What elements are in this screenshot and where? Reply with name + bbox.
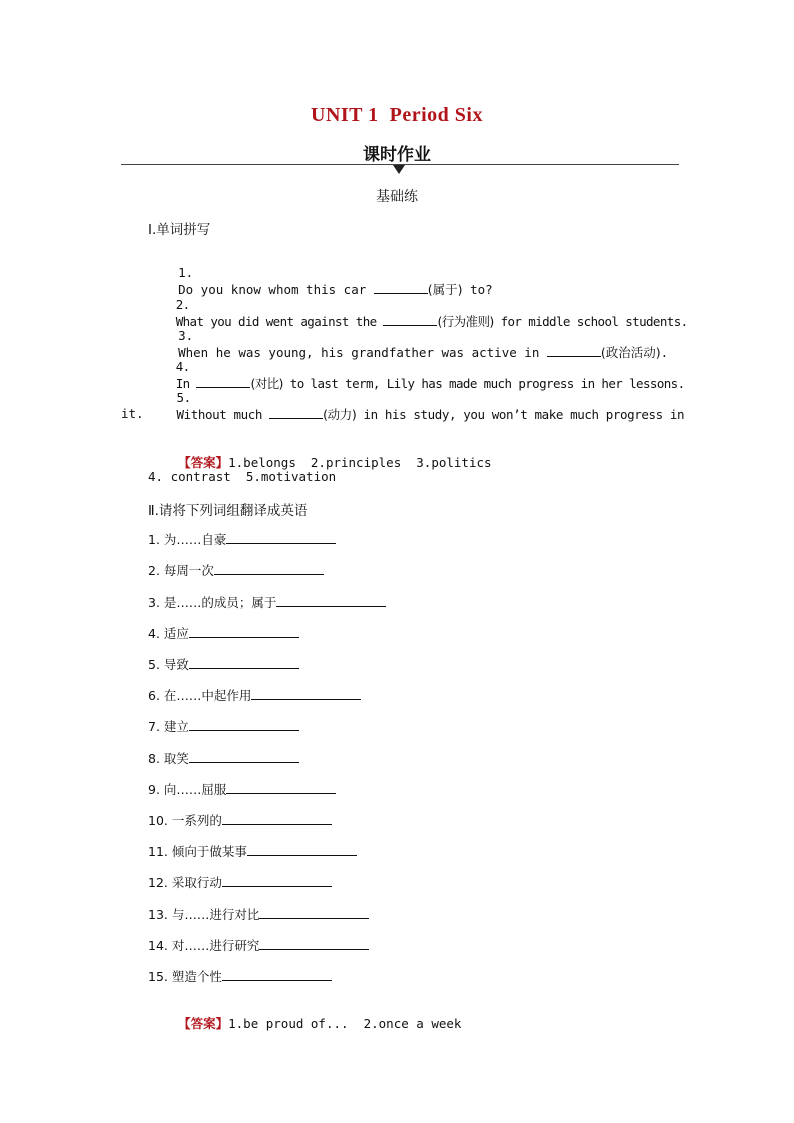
translation-item <box>148 873 332 891</box>
question-text: What you did went against the <box>175 314 384 329</box>
question-hint: (行为准则) <box>437 314 494 329</box>
answer-blank <box>269 406 323 419</box>
question-text: In <box>175 376 197 391</box>
question-text: Without much <box>176 407 270 422</box>
translation-prompt: 15. 塑造个性 <box>148 969 222 984</box>
question-hint: (动力) <box>323 407 357 422</box>
triangle-marker-icon <box>393 165 405 174</box>
translation-item <box>148 811 332 829</box>
page-title: UNIT 1 Period Six <box>311 104 483 126</box>
translation-prompt: 10. 一系列的 <box>148 813 222 828</box>
question-number: 3. <box>178 328 194 343</box>
translation-prompt: 4. 适应 <box>148 626 189 641</box>
answer-blank <box>189 625 299 638</box>
answer-blank <box>259 937 369 950</box>
translation-prompt: 8. 取笑 <box>148 751 189 766</box>
translation-item <box>148 749 299 767</box>
answer-blank <box>251 687 361 700</box>
question-text-end: to? <box>462 282 493 297</box>
question-text: Do you know whom this car <box>178 282 374 297</box>
question-text-end: in his study, you won’t make much progress in <box>356 407 685 422</box>
translation-item <box>148 780 336 798</box>
answer-blank <box>222 812 332 825</box>
translation-prompt: 14. 对……进行研究 <box>148 938 260 953</box>
section-heading: 基础练 <box>376 189 418 205</box>
translation-prompt: 2. 每周一次 <box>148 563 214 578</box>
answer-text: 1.belongs 2.principles 3.politics <box>228 455 492 470</box>
question-number: 5. <box>176 390 191 405</box>
answer-label: 【答案】 <box>178 455 229 470</box>
translation-prompt: 11. 倾向于做某事 <box>148 844 247 859</box>
translation-item <box>148 842 357 860</box>
answer-blank <box>189 718 299 731</box>
translation-prompt: 6. 在……中起作用 <box>148 688 252 703</box>
question-number: 1. <box>178 265 194 280</box>
question-wrap-text: it. <box>121 406 144 421</box>
question-text: When he was young, his grandfather was active in <box>178 345 547 360</box>
translation-item <box>148 936 369 954</box>
question-number: 2. <box>175 297 190 312</box>
question-text-end: . <box>660 345 669 360</box>
question-text-end: to last term, Lily has made much progress in her lessons. <box>282 376 685 391</box>
answer-text: 1.be proud of... 2.once a week <box>228 1016 462 1031</box>
translation-item <box>148 717 299 735</box>
answer-blank <box>189 750 299 763</box>
translation-item <box>148 530 336 548</box>
answer-blank <box>259 906 369 919</box>
translation-item <box>148 655 299 673</box>
answer-blank <box>226 781 336 794</box>
question-hint: (对比) <box>250 376 283 391</box>
translation-prompt: 7. 建立 <box>148 719 189 734</box>
translation-prompt: 12. 采取行动 <box>148 875 222 890</box>
question-number: 4. <box>175 359 190 374</box>
question-text-end: for middle school students. <box>493 314 688 329</box>
translation-prompt: 1. 为……自豪 <box>148 532 227 547</box>
translation-prompt: 13. 与……进行对比 <box>148 907 260 922</box>
part2-heading: Ⅱ.请将下列词组翻译成英语 <box>148 503 308 519</box>
part1-heading: Ⅰ.单词拼写 <box>148 222 211 238</box>
translation-item <box>148 905 369 923</box>
answer-line <box>148 999 461 1047</box>
translation-prompt: 3. 是……的成员；属于 <box>148 595 277 610</box>
translation-prompt: 9. 向……屈服 <box>148 782 227 797</box>
answer-blank <box>222 874 332 887</box>
answer-blank <box>276 594 386 607</box>
question-item <box>148 375 684 438</box>
answer-blank <box>226 531 336 544</box>
question-hint: (政治活动) <box>600 345 661 360</box>
question-hint: (属于) <box>427 282 463 297</box>
translation-item <box>148 624 299 642</box>
translation-prompt: 5. 导致 <box>148 657 189 672</box>
answer-blank <box>247 843 357 856</box>
translation-item <box>148 593 386 611</box>
answer-line: 4. contrast 5.motivation <box>148 469 337 484</box>
answer-blank <box>222 968 332 981</box>
answer-label: 【答案】 <box>178 1016 229 1031</box>
answer-blank <box>214 562 324 575</box>
translation-item <box>148 967 332 985</box>
translation-item <box>148 561 324 579</box>
translation-item <box>148 686 361 704</box>
page-subtitle: 课时作业 <box>363 145 431 165</box>
answer-blank <box>189 656 299 669</box>
